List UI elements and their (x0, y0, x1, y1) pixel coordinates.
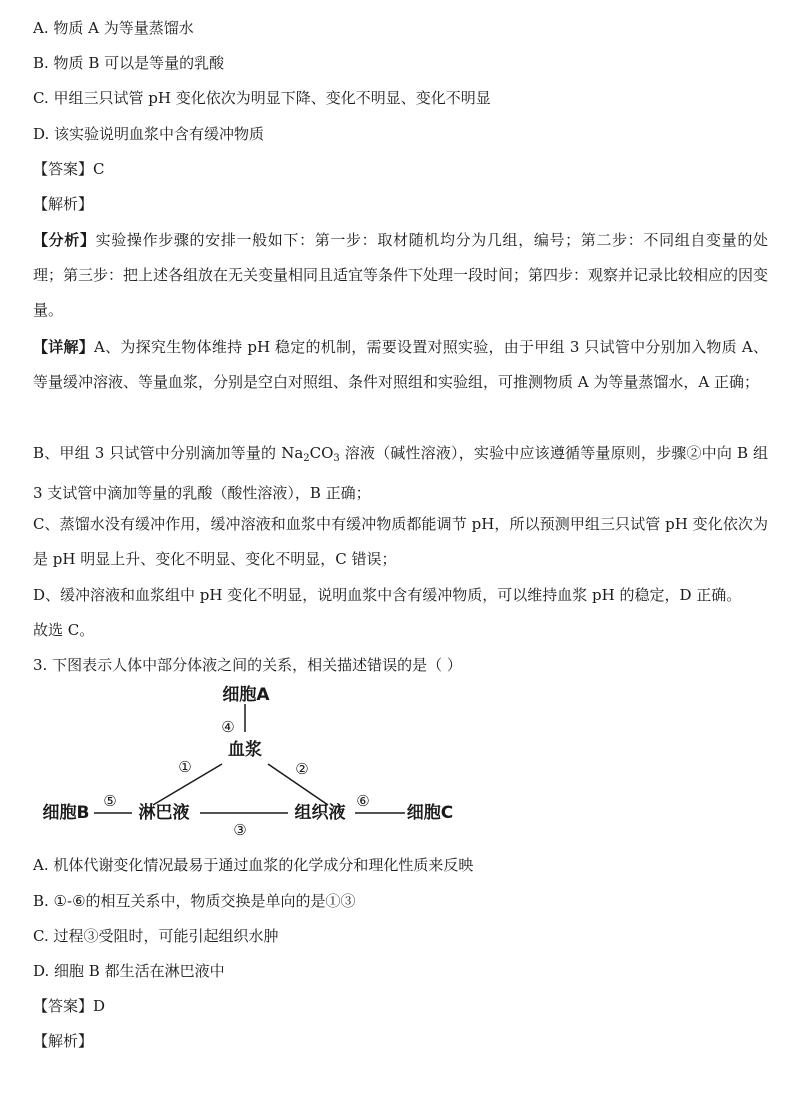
node-lymph: 淋巴液 (138, 803, 190, 823)
fenxi-label: 【分析】 (33, 231, 96, 249)
body-fluid-diagram (30, 680, 490, 840)
option-a-q2: A. 物质 A 为等量蒸馏水 (33, 19, 194, 37)
xiangjie-a-paragraph (33, 330, 768, 400)
label-6: ⑥ (356, 792, 370, 810)
option-c-q2: C. 甲组三只试管 pH 变化依次为明显下降、变化不明显、变化不明显 (33, 89, 491, 107)
option-d-q2: D. 该实验说明血浆中含有缓冲物质 (33, 125, 265, 143)
xiangjie-c-paragraph: C、蒸馏水没有缓冲作用，缓冲溶液和血浆中有缓冲物质都能调节 pH，所以预测甲组三只试管 pH 变化依次为是 pH 明显上升、变化不明显、变化不明显，C 错误； (33, 515, 768, 568)
q3-option-b: B. ①-⑥的相互关系中，物质交换是单向的是①③ (33, 892, 356, 910)
xiangjie-label: 【详解】 (33, 338, 94, 356)
xiangjie-d-paragraph: D、缓冲溶液和血浆组中 pH 变化不明显，说明血浆中含有缓冲物质，可以维持血浆 pH 的稳定，D 正确。 (33, 586, 742, 604)
conclusion-q2: 故选 C。 (33, 621, 95, 639)
q3-option-c: C. 过程③受阻时，可能引起组织水肿 (33, 927, 279, 945)
xiangjie-b-post: 溶液（碱性溶液），实验中应该遵循等量原则，步骤②中向 B 组 3 支试管中滴加等量的乳酸（酸性溶液），B 正确； (33, 444, 768, 502)
label-3: ③ (233, 821, 247, 839)
xiangjie-b-pre: B、甲组 3 只试管中分别滴加等量的 Na (33, 444, 304, 462)
co-text: CO (309, 444, 334, 462)
node-tissue-fluid: 组织液 (294, 803, 346, 823)
q3-option-a: A. 机体代谢变化情况最易于通过血浆的化学成分和理化性质来反映 (33, 856, 474, 874)
node-cell-a: 细胞A (222, 685, 270, 705)
node-cell-c: 细胞C (406, 803, 454, 823)
answer-q2: 【答案】C (33, 160, 105, 178)
question3-stem: 3. 下图表示人体中部分体液之间的关系，相关描述错误的是（ ） (33, 656, 462, 674)
analysis-label-q2: 【解析】 (33, 195, 94, 213)
xiangjie-b-paragraph (33, 436, 768, 511)
xiangjie-a-text: A、为探究生物体维持 pH 稳定的机制，需要设置对照实验，由于甲组 3 只试管中分别加入物质 A、等量缓冲溶液、等量血浆，分别是空白对照组、条件对照组和实验组，可推测物质 A 为等量蒸馏水，A 正确； (33, 338, 768, 391)
fenxi-text: 实验操作步骤的安排一般如下：第一步：取材随机均分为几组，编号；第二步：不同组自变量的处理；第三步：把上述各组放在无关变量相同且适宜等条件下处理一段时间；第四步：观察并记录比较相应的因变量。 (33, 231, 769, 319)
label-4: ④ (221, 718, 235, 736)
label-1: ① (178, 758, 192, 776)
analysis-label-q3: 【解析】 (33, 1032, 94, 1050)
co3-subscript: 3 (333, 453, 340, 464)
answer-q3: 【答案】D (33, 997, 106, 1015)
q3-option-d: D. 细胞 B 都生活在淋巴液中 (33, 962, 225, 980)
na2-subscript: 2 (303, 453, 310, 464)
node-plasma: 血浆 (228, 740, 262, 760)
label-5: ⑤ (103, 792, 117, 810)
option-b-q2: B. 物质 B 可以是等量的乳酸 (33, 54, 225, 72)
fenxi-paragraph (33, 223, 768, 328)
node-cell-b: 细胞B (42, 803, 90, 823)
label-2: ② (295, 760, 309, 778)
